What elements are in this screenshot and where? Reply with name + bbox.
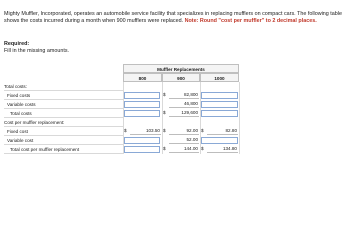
currency-symbol: $	[163, 128, 166, 133]
column-divider	[162, 82, 163, 154]
value-variable-unit-900: 52.00	[169, 136, 199, 144]
input-variable-cost-unit-800[interactable]	[124, 137, 160, 144]
value-total-unit-1000: 134.80	[207, 145, 238, 153]
currency-symbol: $	[163, 110, 166, 115]
required-instruction: Fill in the missing amounts.	[4, 48, 70, 55]
input-variable-costs-1000[interactable]	[201, 101, 238, 108]
column-divider	[123, 82, 124, 154]
problem-intro	[4, 11, 346, 25]
table-header-muffler-replacements: Muffler Replacements	[123, 64, 239, 73]
currency-symbol: $	[163, 92, 166, 97]
value-variable-costs-900: 46,800	[169, 100, 199, 108]
required-title: Required:	[4, 41, 30, 47]
rounding-note: Note: Round "cost per muffler" to 2 decimal places.	[184, 18, 317, 25]
currency-symbol: $	[201, 128, 204, 133]
column-header-1000: 1000	[200, 73, 239, 82]
input-variable-costs-800[interactable]	[124, 101, 160, 108]
value-fixed-unit-800: 103.50	[130, 127, 161, 135]
currency-symbol: $	[163, 146, 166, 151]
value-total-unit-900: 144.00	[169, 145, 199, 153]
input-variable-cost-unit-1000[interactable]	[201, 137, 238, 144]
cost-table	[4, 64, 247, 172]
row-label-cost-per-muffler: Cost per muffler replacement:	[4, 118, 123, 127]
value-total-costs-900: 129,600	[169, 109, 199, 117]
column-header-900: 900	[162, 73, 200, 82]
input-fixed-costs-800[interactable]	[124, 92, 160, 99]
row-label-variable-cost: Variable cost	[4, 136, 123, 145]
required-section	[4, 41, 69, 55]
column-divider	[200, 82, 201, 154]
currency-symbol: $	[201, 146, 204, 151]
input-fixed-costs-1000[interactable]	[201, 92, 238, 99]
column-divider	[239, 82, 240, 154]
row-label-fixed-costs: Fixed costs	[4, 91, 123, 100]
value-fixed-unit-1000: 82.80	[207, 127, 238, 135]
input-total-costs-800[interactable]	[124, 110, 160, 117]
value-fixed-costs-900: 82,800	[169, 91, 199, 99]
row-label-variable-costs: Variable costs	[4, 100, 123, 109]
column-header-800: 800	[123, 73, 162, 82]
row-label-total-costs: Total costs	[4, 109, 123, 118]
row-label-total-costs-section: Total costs:	[4, 82, 123, 91]
input-total-costs-1000[interactable]	[201, 110, 238, 117]
value-fixed-unit-900: 92.00	[169, 127, 199, 135]
row-label-fixed-cost: Fixed cost	[4, 127, 123, 136]
currency-symbol: $	[124, 128, 127, 133]
input-total-cost-unit-800[interactable]	[124, 146, 160, 153]
intro-text: Mighty Muffler, Incorporated, operates an automobile service facility that specializes in replacing mufflers on compact cars. The following table shows the costs incurred during a month when 900 mufflers were replaced.	[4, 11, 342, 25]
row-label-total-cost-per-muffler: Total cost per muffler replacement	[4, 145, 123, 154]
